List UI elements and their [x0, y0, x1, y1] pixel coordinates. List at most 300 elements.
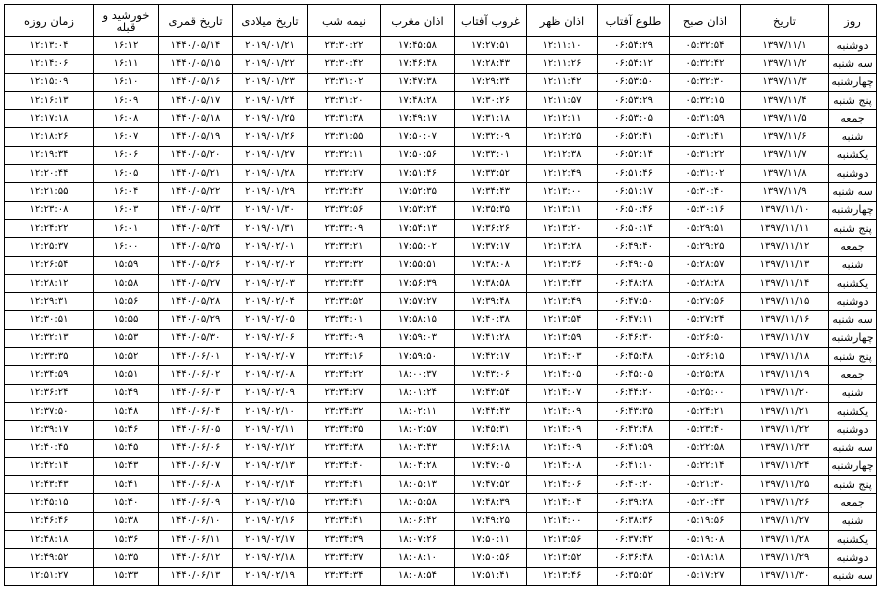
midnight-cell: ۲۳:۳۱:۳۸: [308, 110, 381, 128]
day-cell: یکشنبه: [829, 146, 877, 164]
sun-qibla-cell: ۱۵:۵۱: [94, 366, 159, 384]
midnight-cell: ۲۳:۳۳:۳۲: [308, 256, 381, 274]
dhuhr-azan-cell: ۱۲:۱۴:۰۹: [527, 439, 598, 457]
sunset-cell: ۱۷:۴۸:۳۹: [455, 494, 527, 512]
day-cell: سه شنبه: [829, 567, 877, 585]
lunar-date-cell: ۱۴۴۰/۰۶/۰۳: [159, 384, 233, 402]
dhuhr-azan-cell: ۱۲:۱۱:۲۶: [527, 55, 598, 73]
lunar-date-cell: ۱۴۴۰/۰۵/۲۲: [159, 183, 233, 201]
dhuhr-azan-cell: ۱۲:۱۲:۳۸: [527, 146, 598, 164]
sunrise-cell: ۰۶:۴۲:۴۸: [598, 421, 670, 439]
lunar-date-cell: ۱۴۴۰/۰۵/۱۴: [159, 37, 233, 55]
sunrise-cell: ۰۶:۳۷:۴۲: [598, 531, 670, 549]
dhuhr-azan-cell: ۱۲:۱۳:۲۰: [527, 219, 598, 237]
maghrib-azan-cell: ۱۷:۵۴:۱۳: [381, 219, 455, 237]
dhuhr-azan-cell: ۱۲:۱۳:۵۲: [527, 549, 598, 567]
midnight-cell: ۲۳:۳۱:۲۰: [308, 91, 381, 109]
lunar-date-cell: ۱۴۴۰/۰۶/۰۵: [159, 421, 233, 439]
table-row: [5, 219, 877, 237]
gregorian-date-cell: ۲۰۱۹/۰۲/۰۹: [233, 384, 308, 402]
dhuhr-azan-cell: ۱۲:۱۳:۱۱: [527, 201, 598, 219]
sun-qibla-cell: ۱۵:۵۲: [94, 348, 159, 366]
date-cell: ۱۳۹۷/۱۱/۵: [741, 110, 829, 128]
sun-qibla-cell: ۱۵:۴۹: [94, 384, 159, 402]
gregorian-date-cell: ۲۰۱۹/۰۲/۰۲: [233, 256, 308, 274]
day-cell: یکشنبه: [829, 402, 877, 420]
gregorian-date-cell: ۲۰۱۹/۰۱/۳۰: [233, 201, 308, 219]
dhuhr-azan-cell: ۱۲:۱۲:۱۱: [527, 110, 598, 128]
dhuhr-azan-cell: ۱۲:۱۳:۰۰: [527, 183, 598, 201]
fasting-duration-cell: ۱۲:۴۹:۵۲: [5, 549, 94, 567]
header-lunar-date: تاریخ قمری: [159, 5, 233, 37]
dhuhr-azan-cell: ۱۲:۱۱:۱۰: [527, 37, 598, 55]
gregorian-date-cell: ۲۰۱۹/۰۲/۰۳: [233, 274, 308, 292]
sunset-cell: ۱۷:۲۸:۴۳: [455, 55, 527, 73]
day-cell: پنج شنبه: [829, 348, 877, 366]
lunar-date-cell: ۱۴۴۰/۰۵/۱۵: [159, 55, 233, 73]
day-cell: سه شنبه: [829, 311, 877, 329]
lunar-date-cell: ۱۴۴۰/۰۵/۱۸: [159, 110, 233, 128]
fajr-azan-cell: ۰۵:۲۸:۵۷: [670, 256, 741, 274]
day-cell: پنج شنبه: [829, 219, 877, 237]
sunset-cell: ۱۷:۴۶:۱۸: [455, 439, 527, 457]
fajr-azan-cell: ۰۵:۳۰:۴۰: [670, 183, 741, 201]
sun-qibla-cell: ۱۵:۳۵: [94, 549, 159, 567]
midnight-cell: ۲۳:۳۲:۵۶: [308, 201, 381, 219]
sunset-cell: ۱۷:۴۷:۰۵: [455, 457, 527, 475]
sunset-cell: ۱۷:۴۳:۰۶: [455, 366, 527, 384]
date-cell: ۱۳۹۷/۱۱/۱۶: [741, 311, 829, 329]
sunrise-cell: ۰۶:۴۱:۵۹: [598, 439, 670, 457]
sunrise-cell: ۰۶:۵۰:۴۶: [598, 201, 670, 219]
sunrise-cell: ۰۶:۴۷:۵۰: [598, 293, 670, 311]
maghrib-azan-cell: ۱۸:۰۵:۵۸: [381, 494, 455, 512]
midnight-cell: ۲۳:۳۴:۳۵: [308, 421, 381, 439]
date-cell: ۱۳۹۷/۱۱/۹: [741, 183, 829, 201]
fasting-duration-cell: ۱۲:۳۶:۲۴: [5, 384, 94, 402]
sun-qibla-cell: ۱۶:۰۰: [94, 238, 159, 256]
midnight-cell: ۲۳:۳۴:۴۱: [308, 476, 381, 494]
midnight-cell: ۲۳:۳۳:۵۲: [308, 293, 381, 311]
sunrise-cell: ۰۶:۵۱:۱۷: [598, 183, 670, 201]
gregorian-date-cell: ۲۰۱۹/۰۱/۲۷: [233, 146, 308, 164]
dhuhr-azan-cell: ۱۲:۱۳:۴۳: [527, 274, 598, 292]
date-cell: ۱۳۹۷/۱۱/۲۳: [741, 439, 829, 457]
maghrib-azan-cell: ۱۸:۰۶:۴۲: [381, 512, 455, 530]
fajr-azan-cell: ۰۵:۲۵:۰۰: [670, 384, 741, 402]
header-sun-qibla-text: خورشید و قبله: [102, 7, 150, 34]
date-cell: ۱۳۹۷/۱۱/۲۶: [741, 494, 829, 512]
day-cell: شنبه: [829, 384, 877, 402]
midnight-cell: ۲۳:۳۴:۴۰: [308, 457, 381, 475]
table-row: [5, 567, 877, 585]
gregorian-date-cell: ۲۰۱۹/۰۲/۱۲: [233, 439, 308, 457]
sunset-cell: ۱۷:۳۰:۲۶: [455, 91, 527, 109]
fajr-azan-cell: ۰۵:۲۹:۲۵: [670, 238, 741, 256]
sun-qibla-cell: ۱۵:۵۸: [94, 274, 159, 292]
gregorian-date-cell: ۲۰۱۹/۰۱/۲۵: [233, 110, 308, 128]
dhuhr-azan-cell: ۱۲:۱۴:۰۴: [527, 494, 598, 512]
table-row: [5, 110, 877, 128]
sun-qibla-cell: ۱۵:۴۰: [94, 494, 159, 512]
lunar-date-cell: ۱۴۴۰/۰۶/۰۲: [159, 366, 233, 384]
maghrib-azan-cell: ۱۸:۰۲:۱۱: [381, 402, 455, 420]
fajr-azan-cell: ۰۵:۲۹:۵۱: [670, 219, 741, 237]
midnight-cell: ۲۳:۳۰:۲۲: [308, 37, 381, 55]
table-row: [5, 366, 877, 384]
date-cell: ۱۳۹۷/۱۱/۱۵: [741, 293, 829, 311]
fajr-azan-cell: ۰۵:۲۱:۳۰: [670, 476, 741, 494]
date-cell: ۱۳۹۷/۱۱/۲۴: [741, 457, 829, 475]
table-row: [5, 201, 877, 219]
fasting-duration-cell: ۱۲:۲۱:۵۵: [5, 183, 94, 201]
sunrise-cell: ۰۶:۴۴:۲۰: [598, 384, 670, 402]
gregorian-date-cell: ۲۰۱۹/۰۲/۱۹: [233, 567, 308, 585]
table-row: [5, 494, 877, 512]
sun-qibla-cell: ۱۵:۵۹: [94, 256, 159, 274]
sunrise-cell: ۰۶:۳۵:۵۲: [598, 567, 670, 585]
day-cell: چهارشنبه: [829, 329, 877, 347]
header-sun-qibla: [94, 5, 159, 37]
maghrib-azan-cell: ۱۷:۵۲:۳۵: [381, 183, 455, 201]
date-cell: ۱۳۹۷/۱۱/۱۲: [741, 238, 829, 256]
sunset-cell: ۱۷:۴۹:۲۵: [455, 512, 527, 530]
fajr-azan-cell: ۰۵:۲۰:۴۳: [670, 494, 741, 512]
midnight-cell: ۲۳:۳۱:۵۵: [308, 128, 381, 146]
sun-qibla-cell: ۱۵:۴۶: [94, 421, 159, 439]
sunset-cell: ۱۷:۵۰:۵۶: [455, 549, 527, 567]
table-row: [5, 256, 877, 274]
lunar-date-cell: ۱۴۴۰/۰۶/۱۲: [159, 549, 233, 567]
date-cell: ۱۳۹۷/۱۱/۲۵: [741, 476, 829, 494]
sunset-cell: ۱۷:۳۲:۰۹: [455, 128, 527, 146]
lunar-date-cell: ۱۴۴۰/۰۵/۱۷: [159, 91, 233, 109]
sun-qibla-cell: ۱۵:۵۶: [94, 293, 159, 311]
gregorian-date-cell: ۲۰۱۹/۰۲/۰۵: [233, 311, 308, 329]
table-row: [5, 37, 877, 55]
gregorian-date-cell: ۲۰۱۹/۰۱/۲۲: [233, 55, 308, 73]
sunrise-cell: ۰۶:۵۳:۵۰: [598, 73, 670, 91]
fasting-duration-cell: ۱۲:۱۷:۱۸: [5, 110, 94, 128]
dhuhr-azan-cell: ۱۲:۱۳:۴۹: [527, 293, 598, 311]
table-row: [5, 329, 877, 347]
sunset-cell: ۱۷:۳۵:۳۵: [455, 201, 527, 219]
fajr-azan-cell: ۰۵:۳۱:۴۱: [670, 128, 741, 146]
sunset-cell: ۱۷:۳۶:۲۶: [455, 219, 527, 237]
sunrise-cell: ۰۶:۴۱:۱۰: [598, 457, 670, 475]
dhuhr-azan-cell: ۱۲:۱۳:۵۶: [527, 531, 598, 549]
sun-qibla-cell: ۱۵:۳۶: [94, 531, 159, 549]
table-row: [5, 293, 877, 311]
fasting-duration-cell: ۱۲:۲۴:۲۲: [5, 219, 94, 237]
maghrib-azan-cell: ۱۷:۵۹:۰۳: [381, 329, 455, 347]
lunar-date-cell: ۱۴۴۰/۰۵/۲۱: [159, 165, 233, 183]
dhuhr-azan-cell: ۱۲:۱۴:۰۰: [527, 512, 598, 530]
sun-qibla-cell: ۱۶:۰۶: [94, 146, 159, 164]
sunrise-cell: ۰۶:۵۳:۰۵: [598, 110, 670, 128]
table-row: [5, 531, 877, 549]
table-row: [5, 457, 877, 475]
fajr-azan-cell: ۰۵:۳۲:۵۴: [670, 37, 741, 55]
gregorian-date-cell: ۲۰۱۹/۰۲/۰۱: [233, 238, 308, 256]
gregorian-date-cell: ۲۰۱۹/۰۲/۱۸: [233, 549, 308, 567]
sunrise-cell: ۰۶:۴۵:۰۵: [598, 366, 670, 384]
midnight-cell: ۲۳:۳۲:۴۲: [308, 183, 381, 201]
lunar-date-cell: ۱۴۴۰/۰۵/۲۶: [159, 256, 233, 274]
sun-qibla-cell: ۱۶:۱۲: [94, 37, 159, 55]
lunar-date-cell: ۱۴۴۰/۰۶/۰۷: [159, 457, 233, 475]
day-cell: دوشنبه: [829, 165, 877, 183]
maghrib-azan-cell: ۱۸:۰۵:۱۳: [381, 476, 455, 494]
fajr-azan-cell: ۰۵:۳۲:۱۵: [670, 91, 741, 109]
dhuhr-azan-cell: ۱۲:۱۴:۰۶: [527, 476, 598, 494]
fasting-duration-cell: ۱۲:۵۱:۲۷: [5, 567, 94, 585]
header-midnight: نیمه شب: [308, 5, 381, 37]
midnight-cell: ۲۳:۳۰:۴۲: [308, 55, 381, 73]
day-cell: چهارشنبه: [829, 201, 877, 219]
lunar-date-cell: ۱۴۴۰/۰۶/۰۹: [159, 494, 233, 512]
day-cell: جمعه: [829, 238, 877, 256]
fasting-duration-cell: ۱۲:۲۸:۱۲: [5, 274, 94, 292]
midnight-cell: ۲۳:۳۴:۰۹: [308, 329, 381, 347]
date-cell: ۱۳۹۷/۱۱/۱۱: [741, 219, 829, 237]
fasting-duration-cell: ۱۲:۴۲:۱۴: [5, 457, 94, 475]
header-fajr-azan: اذان صبح: [670, 5, 741, 37]
maghrib-azan-cell: ۱۸:۰۸:۱۰: [381, 549, 455, 567]
date-cell: ۱۳۹۷/۱۱/۲: [741, 55, 829, 73]
table-row: [5, 384, 877, 402]
gregorian-date-cell: ۲۰۱۹/۰۲/۰۷: [233, 348, 308, 366]
maghrib-azan-cell: ۱۷:۴۶:۴۸: [381, 55, 455, 73]
day-cell: پنج شنبه: [829, 476, 877, 494]
dhuhr-azan-cell: ۱۲:۱۴:۰۹: [527, 421, 598, 439]
midnight-cell: ۲۳:۳۴:۲۲: [308, 366, 381, 384]
maghrib-azan-cell: ۱۸:۰۲:۵۷: [381, 421, 455, 439]
lunar-date-cell: ۱۴۴۰/۰۵/۲۷: [159, 274, 233, 292]
gregorian-date-cell: ۲۰۱۹/۰۱/۲۴: [233, 91, 308, 109]
date-cell: ۱۳۹۷/۱۱/۱۳: [741, 256, 829, 274]
fasting-duration-cell: ۱۲:۲۶:۵۴: [5, 256, 94, 274]
sunset-cell: ۱۷:۴۱:۲۸: [455, 329, 527, 347]
date-cell: ۱۳۹۷/۱۱/۷: [741, 146, 829, 164]
sunset-cell: ۱۷:۳۳:۵۲: [455, 165, 527, 183]
table-row: [5, 348, 877, 366]
table-row: [5, 91, 877, 109]
maghrib-azan-cell: ۱۷:۵۵:۰۲: [381, 238, 455, 256]
gregorian-date-cell: ۲۰۱۹/۰۱/۳۱: [233, 219, 308, 237]
date-cell: ۱۳۹۷/۱۱/۲۹: [741, 549, 829, 567]
fasting-duration-cell: ۱۲:۳۳:۳۵: [5, 348, 94, 366]
midnight-cell: ۲۳:۳۴:۳۹: [308, 531, 381, 549]
midnight-cell: ۲۳:۳۴:۲۷: [308, 384, 381, 402]
gregorian-date-cell: ۲۰۱۹/۰۱/۲۹: [233, 183, 308, 201]
date-cell: ۱۳۹۷/۱۱/۳۰: [741, 567, 829, 585]
date-cell: ۱۳۹۷/۱۱/۶: [741, 128, 829, 146]
dhuhr-azan-cell: ۱۲:۱۳:۲۸: [527, 238, 598, 256]
midnight-cell: ۲۳:۳۴:۳۲: [308, 402, 381, 420]
table-row: [5, 476, 877, 494]
date-cell: ۱۳۹۷/۱۱/۲۲: [741, 421, 829, 439]
dhuhr-azan-cell: ۱۲:۱۳:۳۶: [527, 256, 598, 274]
dhuhr-azan-cell: ۱۲:۱۳:۴۶: [527, 567, 598, 585]
sunset-cell: ۱۷:۳۹:۴۸: [455, 293, 527, 311]
gregorian-date-cell: ۲۰۱۹/۰۲/۱۵: [233, 494, 308, 512]
date-cell: ۱۳۹۷/۱۱/۲۰: [741, 384, 829, 402]
day-cell: دوشنبه: [829, 37, 877, 55]
sunrise-cell: ۰۶:۴۶:۳۰: [598, 329, 670, 347]
maghrib-azan-cell: ۱۸:۰۱:۲۴: [381, 384, 455, 402]
fasting-duration-cell: ۱۲:۴۳:۴۳: [5, 476, 94, 494]
sunrise-cell: ۰۶:۵۴:۱۲: [598, 55, 670, 73]
midnight-cell: ۲۳:۳۳:۲۱: [308, 238, 381, 256]
lunar-date-cell: ۱۴۴۰/۰۵/۱۹: [159, 128, 233, 146]
gregorian-date-cell: ۲۰۱۹/۰۱/۲۳: [233, 73, 308, 91]
table-row: [5, 274, 877, 292]
sunset-cell: ۱۷:۳۳:۰۱: [455, 146, 527, 164]
sunset-cell: ۱۷:۴۷:۵۲: [455, 476, 527, 494]
table-row: [5, 165, 877, 183]
gregorian-date-cell: ۲۰۱۹/۰۲/۱۳: [233, 457, 308, 475]
dhuhr-azan-cell: ۱۲:۱۱:۴۲: [527, 73, 598, 91]
header-sunrise: طلوع آفتاب: [598, 5, 670, 37]
sunrise-cell: ۰۶:۴۷:۱۱: [598, 311, 670, 329]
lunar-date-cell: ۱۴۴۰/۰۶/۱۱: [159, 531, 233, 549]
day-cell: دوشنبه: [829, 293, 877, 311]
fasting-duration-cell: ۱۲:۳۰:۵۱: [5, 311, 94, 329]
lunar-date-cell: ۱۴۴۰/۰۵/۱۶: [159, 73, 233, 91]
day-cell: سه شنبه: [829, 439, 877, 457]
fajr-azan-cell: ۰۵:۳۱:۵۹: [670, 110, 741, 128]
table-body: [5, 37, 877, 586]
gregorian-date-cell: ۲۰۱۹/۰۲/۱۰: [233, 402, 308, 420]
midnight-cell: ۲۳:۳۳:۰۹: [308, 219, 381, 237]
maghrib-azan-cell: ۱۸:۰۸:۵۴: [381, 567, 455, 585]
day-cell: شنبه: [829, 128, 877, 146]
maghrib-azan-cell: ۱۷:۵۰:۰۷: [381, 128, 455, 146]
table-row: [5, 146, 877, 164]
date-cell: ۱۳۹۷/۱۱/۱۷: [741, 329, 829, 347]
day-cell: یکشنبه: [829, 274, 877, 292]
sun-qibla-cell: ۱۵:۴۸: [94, 402, 159, 420]
lunar-date-cell: ۱۴۴۰/۰۵/۲۴: [159, 219, 233, 237]
midnight-cell: ۲۳:۳۴:۳۷: [308, 549, 381, 567]
fajr-azan-cell: ۰۵:۲۶:۱۵: [670, 348, 741, 366]
day-cell: شنبه: [829, 256, 877, 274]
lunar-date-cell: ۱۴۴۰/۰۶/۰۸: [159, 476, 233, 494]
dhuhr-azan-cell: ۱۲:۱۴:۰۵: [527, 366, 598, 384]
sunrise-cell: ۰۶:۵۲:۴۱: [598, 128, 670, 146]
fajr-azan-cell: ۰۵:۳۰:۱۶: [670, 201, 741, 219]
fasting-duration-cell: ۱۲:۳۴:۵۹: [5, 366, 94, 384]
table-row: [5, 55, 877, 73]
table-row: [5, 73, 877, 91]
sun-qibla-cell: ۱۶:۱۰: [94, 73, 159, 91]
fajr-azan-cell: ۰۵:۳۲:۴۲: [670, 55, 741, 73]
sunrise-cell: ۰۶:۳۸:۳۶: [598, 512, 670, 530]
sunset-cell: ۱۷:۳۷:۱۷: [455, 238, 527, 256]
midnight-cell: ۲۳:۳۴:۴۱: [308, 512, 381, 530]
fasting-duration-cell: ۱۲:۱۹:۳۴: [5, 146, 94, 164]
maghrib-azan-cell: ۱۸:۰۴:۲۸: [381, 457, 455, 475]
gregorian-date-cell: ۲۰۱۹/۰۱/۲۱: [233, 37, 308, 55]
maghrib-azan-cell: ۱۸:۰۰:۳۷: [381, 366, 455, 384]
table-row: [5, 439, 877, 457]
midnight-cell: ۲۳:۳۳:۴۳: [308, 274, 381, 292]
day-cell: شنبه: [829, 512, 877, 530]
sunrise-cell: ۰۶:۵۳:۲۹: [598, 91, 670, 109]
sunset-cell: ۱۷:۲۷:۵۱: [455, 37, 527, 55]
fajr-azan-cell: ۰۵:۲۲:۵۸: [670, 439, 741, 457]
midnight-cell: ۲۳:۳۴:۰۱: [308, 311, 381, 329]
dhuhr-azan-cell: ۱۲:۱۴:۰۷: [527, 384, 598, 402]
date-cell: ۱۳۹۷/۱۱/۸: [741, 165, 829, 183]
sun-qibla-cell: ۱۶:۱۱: [94, 55, 159, 73]
midnight-cell: ۲۳:۳۴:۱۶: [308, 348, 381, 366]
date-cell: ۱۳۹۷/۱۱/۱۸: [741, 348, 829, 366]
header-fasting-duration: زمان روزه: [5, 5, 94, 37]
dhuhr-azan-cell: ۱۲:۱۴:۰۸: [527, 457, 598, 475]
sun-qibla-cell: ۱۶:۰۹: [94, 91, 159, 109]
maghrib-azan-cell: ۱۸:۰۳:۴۳: [381, 439, 455, 457]
maghrib-azan-cell: ۱۷:۴۷:۳۸: [381, 73, 455, 91]
gregorian-date-cell: ۲۰۱۹/۰۲/۱۷: [233, 531, 308, 549]
fajr-azan-cell: ۰۵:۲۵:۳۸: [670, 366, 741, 384]
fajr-azan-cell: ۰۵:۲۳:۴۰: [670, 421, 741, 439]
sunrise-cell: ۰۶:۴۹:۰۵: [598, 256, 670, 274]
sunrise-cell: ۰۶:۴۳:۳۵: [598, 402, 670, 420]
fajr-azan-cell: ۰۵:۲۸:۲۸: [670, 274, 741, 292]
fasting-duration-cell: ۱۲:۲۹:۳۱: [5, 293, 94, 311]
header-sunset: غروب آفتاب: [455, 5, 527, 37]
date-cell: ۱۳۹۷/۱۱/۱۴: [741, 274, 829, 292]
table-row: [5, 421, 877, 439]
sunrise-cell: ۰۶:۵۱:۴۶: [598, 165, 670, 183]
day-cell: جمعه: [829, 110, 877, 128]
maghrib-azan-cell: ۱۷:۵۷:۲۷: [381, 293, 455, 311]
gregorian-date-cell: ۲۰۱۹/۰۱/۲۸: [233, 165, 308, 183]
lunar-date-cell: ۱۴۴۰/۰۵/۲۸: [159, 293, 233, 311]
date-cell: ۱۳۹۷/۱۱/۳: [741, 73, 829, 91]
lunar-date-cell: ۱۴۴۰/۰۵/۲۹: [159, 311, 233, 329]
lunar-date-cell: ۱۴۴۰/۰۶/۱۰: [159, 512, 233, 530]
sun-qibla-cell: ۱۵:۳۸: [94, 512, 159, 530]
table-row: [5, 549, 877, 567]
lunar-date-cell: ۱۴۴۰/۰۶/۰۶: [159, 439, 233, 457]
sunset-cell: ۱۷:۴۴:۴۳: [455, 402, 527, 420]
header-date: تاریخ: [741, 5, 829, 37]
fasting-duration-cell: ۱۲:۳۲:۱۳: [5, 329, 94, 347]
fajr-azan-cell: ۰۵:۳۲:۳۰: [670, 73, 741, 91]
fajr-azan-cell: ۰۵:۱۷:۲۷: [670, 567, 741, 585]
dhuhr-azan-cell: ۱۲:۱۲:۲۵: [527, 128, 598, 146]
header-row: [5, 5, 877, 37]
sunrise-cell: ۰۶:۵۰:۱۴: [598, 219, 670, 237]
sunset-cell: ۱۷:۳۴:۴۳: [455, 183, 527, 201]
sunset-cell: ۱۷:۳۸:۵۸: [455, 274, 527, 292]
lunar-date-cell: ۱۴۴۰/۰۵/۲۰: [159, 146, 233, 164]
fasting-duration-cell: ۱۲:۱۳:۰۴: [5, 37, 94, 55]
maghrib-azan-cell: ۱۷:۵۳:۲۴: [381, 201, 455, 219]
fajr-azan-cell: ۰۵:۲۴:۲۱: [670, 402, 741, 420]
sun-qibla-cell: ۱۵:۳۳: [94, 567, 159, 585]
header-day: روز: [829, 5, 877, 37]
gregorian-date-cell: ۲۰۱۹/۰۲/۱۴: [233, 476, 308, 494]
sunrise-cell: ۰۶:۵۴:۲۹: [598, 37, 670, 55]
fajr-azan-cell: ۰۵:۲۷:۵۶: [670, 293, 741, 311]
table-row: [5, 238, 877, 256]
midnight-cell: ۲۳:۳۴:۴۱: [308, 494, 381, 512]
prayer-times-sheet: [5, 4, 877, 586]
